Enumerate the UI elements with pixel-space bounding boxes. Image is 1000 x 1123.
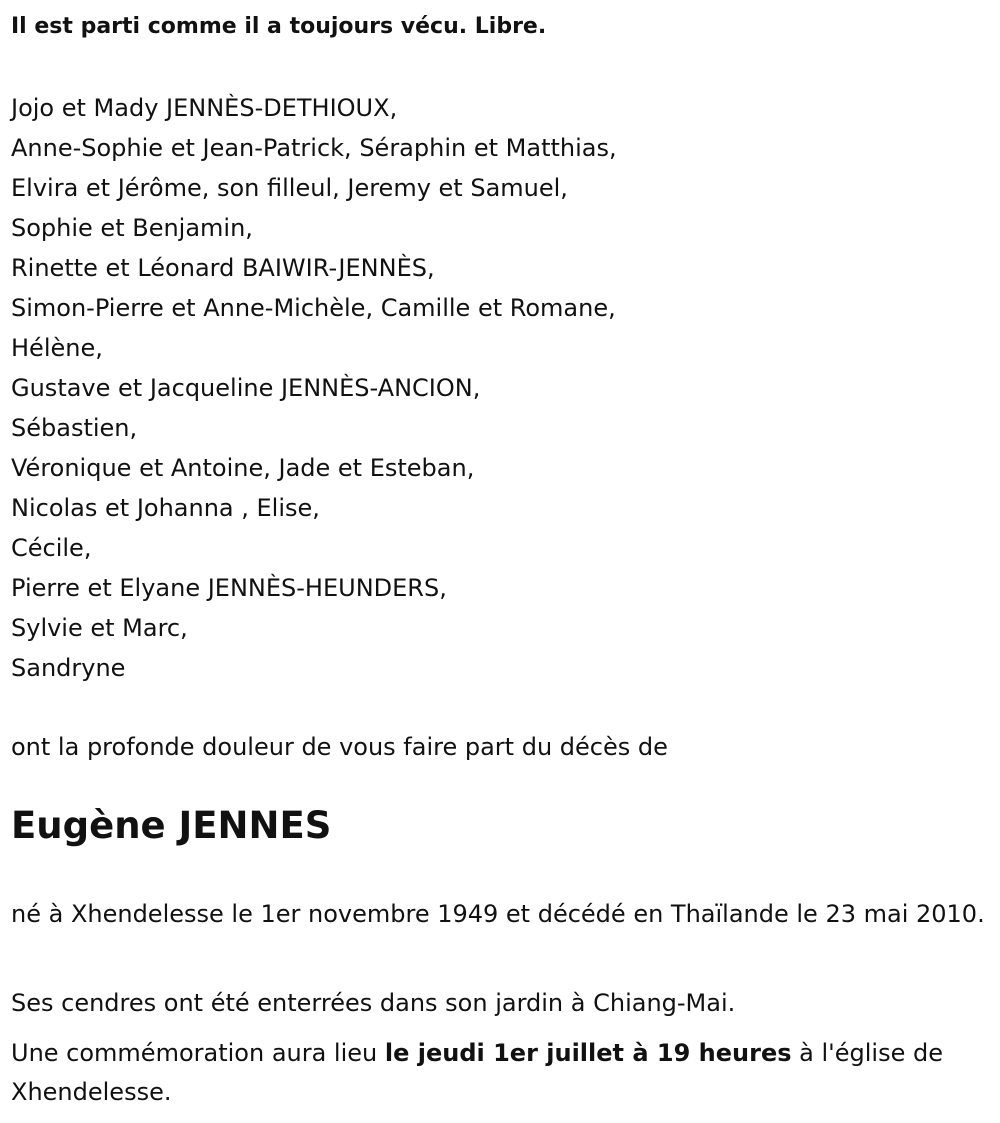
family-line: Cécile, [11, 534, 92, 562]
memorial-text [11, 1034, 989, 1112]
family-line: Gustave et Jacqueline JENNÈS-ANCION, [11, 374, 481, 402]
family-line: Jojo et Mady JENNÈS-DETHIOUX, [11, 94, 398, 122]
memorial-text-after: à l'église de Xhendelesse. [11, 1039, 943, 1106]
family-line: Pierre et Elyane JENNÈS-HEUNDERS, [11, 574, 447, 602]
announcement-intro: ont la profonde douleur de vous faire part du décès de [11, 733, 668, 761]
memorial-date-time: le jeudi 1er juillet à 19 heures [384, 1039, 792, 1067]
family-line: Sophie et Benjamin, [11, 214, 253, 242]
family-line: Hélène, [11, 334, 103, 362]
family-line: Simon-Pierre et Anne-Michèle, Camille et Romane, [11, 294, 616, 322]
ashes-text: Ses cendres ont été enterrées dans son jardin à Chiang-Mai. [11, 989, 736, 1017]
family-line: Sandryne [11, 654, 126, 682]
family-line: Nicolas et Johanna , Elise, [11, 494, 320, 522]
memorial-text-before: Une commémoration aura lieu [11, 1039, 385, 1067]
family-line: Véronique et Antoine, Jade et Esteban, [11, 454, 475, 482]
headline: Il est parti comme il a toujours vécu. Libre. [11, 14, 547, 39]
family-line: Rinette et Léonard BAIWIR-JENNÈS, [11, 254, 435, 282]
birth-death-text: né à Xhendelesse le 1er novembre 1949 et décédé en Thaïlande le 23 mai 2010. [11, 900, 985, 928]
family-line: Sébastien, [11, 414, 138, 442]
family-line: Sylvie et Marc, [11, 614, 188, 642]
family-line: Elvira et Jérôme, son filleul, Jeremy et Samuel, [11, 174, 568, 202]
family-line: Anne-Sophie et Jean-Patrick, Séraphin et Matthias, [11, 134, 617, 162]
deceased-name: Eugène JENNES [11, 804, 332, 847]
family-list [11, 88, 617, 688]
